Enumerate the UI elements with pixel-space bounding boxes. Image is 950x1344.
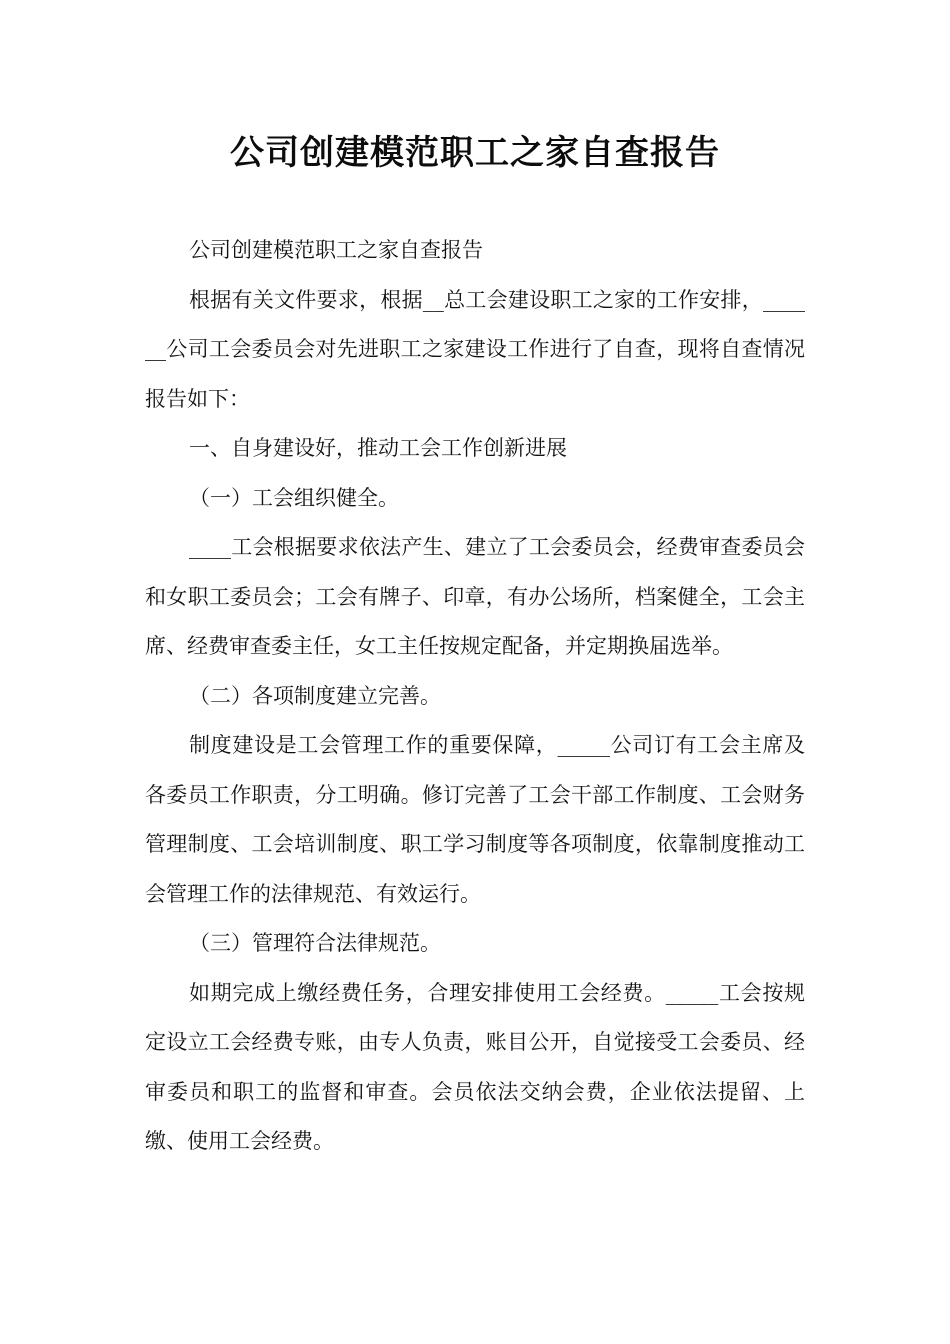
paragraph-rules: 制度建设是工会管理工作的重要保障，_____公司订有工会主席及各委员工作职责，分工明确。修订完善了工会干部工作制度、工会财务管理制度、工会培训制度、职工学习制度等各项制度，依靠制度推动工会管理工作的法律规范、有效运行。 [145, 733, 805, 906]
subsection-heading-2: （二）各项制度建立完善。 [189, 683, 441, 708]
document-title: 公司创建模范职工之家自查报告 [230, 133, 720, 173]
document-body [145, 226, 805, 1167]
paragraph-subtitle: 公司创建模范职工之家自查报告 [189, 238, 483, 262]
section-heading-1: 一、自身建设好，推动工会工作创新进展 [189, 436, 567, 460]
subsection-heading-1: （一）工会组织健全。 [189, 485, 399, 510]
paragraph-intro: 根据有关文件要求，根据__总工会建设职工之家的工作安排，______公司工会委员会对先进职工之家建设工作进行了自查，现将自查情况报告如下： [145, 287, 805, 411]
paragraph-organization: ____工会根据要求依法产生、建立了工会委员会，经费审查委员会和女职工委员会；工会有牌子、印章，有办公场所，档案健全，工会主席、经费审查委主任，女工主任按规定配备，并定期换届选举。 [145, 535, 805, 658]
paragraph-funds: 如期完成上缴经费任务，合理安排使用工会经费。_____工会按规定设立工会经费专账，由专人负责，账目公开，自觉接受工会委员、经审委员和职工的监督和审查。会员依法交纳会费，企业依法提留、上缴、使用工会经费。 [145, 980, 805, 1153]
subsection-heading-3: （三）管理符合法律规范。 [189, 931, 441, 955]
